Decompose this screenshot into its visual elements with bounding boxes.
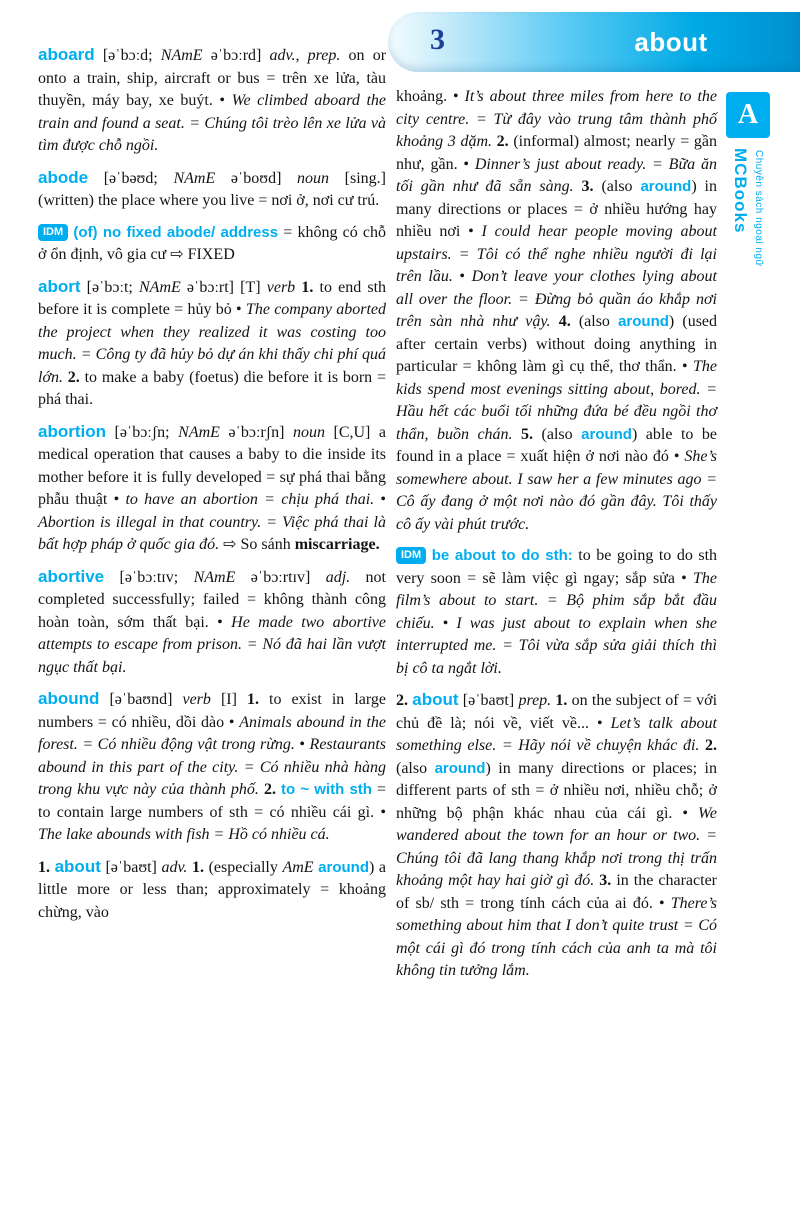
example-text: Restaurants abound in this part of the city. = Có nhiều nhà hàng trong khu vực này của thành phố. — [38, 736, 386, 798]
cross-reference: around — [434, 759, 486, 777]
page-number: 3 — [430, 23, 445, 56]
example-text: She’s somewhere about. I saw her a few minutes ago = Cô ấy đang ở một nơi nào đó gần đây. Tôi thấy cô ấy vài phút trước. — [396, 448, 717, 533]
headword: abortive — [38, 566, 105, 586]
sense-number: miscarriage. — [294, 536, 380, 553]
example-text: prep. — [518, 692, 552, 709]
idiom-be-about-to-do-sth — [396, 545, 717, 680]
sense-number: 2. — [705, 737, 718, 754]
sense-number: 1. — [247, 691, 259, 708]
example-text: The lake abounds with fish = Hồ có nhiều cá. — [38, 826, 330, 843]
sense-number: 1. — [38, 858, 55, 876]
example-text: The kids spend most evenings sitting about, bored. = Hầu hết các buổi tối những đứa bé đều ngồi thơ thẩn, buồn chán. — [396, 358, 717, 443]
sense-number: 2. — [496, 133, 509, 150]
entry-abortion — [38, 421, 386, 557]
definition-text: [əˈbaʊt] — [100, 858, 162, 876]
example-text: adv. — [161, 858, 188, 876]
headword: abort — [38, 276, 81, 296]
definition-text: əˈbɔːrʃn] — [219, 423, 293, 441]
definition-text: (also — [396, 759, 435, 777]
definition-text: [əˈbɔːt; — [80, 278, 139, 296]
example-text: adv., prep. — [269, 47, 341, 64]
publisher-brand — [730, 148, 764, 267]
definition-text: [əˈbɔːʃn; — [106, 423, 179, 441]
headword: aboard — [38, 45, 95, 64]
example-text: Don’t leave your clothes lying about all over the floor. = Đừng bỏ quần áo khắp nơi trên sàn nhà như vậy. — [396, 268, 718, 330]
example-text: Animals abound in the forest. = Có nhiều động vật trong rừng. — [38, 713, 387, 753]
example-text: NAmE — [160, 47, 203, 64]
definition-text: not completed successfully; failed = không thành công hoàn toàn, sớm thất bại. • — [38, 568, 387, 631]
definition-text: to exist in large numbers = có nhiều, dồi dào • — [38, 691, 387, 731]
definition-text — [574, 178, 582, 195]
sense-number: 3. — [581, 178, 594, 195]
definition-text: [I] — [210, 691, 247, 708]
example-text: The company aborted the project when they realized it was costing too much. = Công ty đã hủy bỏ dự án khi thấy chi phí quá lớn. — [38, 301, 387, 386]
entry-abode — [38, 167, 386, 213]
example-text: to have an abortion = chịu phá thai. — [125, 491, 375, 508]
definition-text: to end sth before it is complete = hủy bỏ • — [38, 278, 387, 318]
definition-text: khoảng. • — [396, 88, 465, 105]
definition-text: in the character of sb/ sth = trong tính cách của ai đó. • — [396, 872, 717, 912]
example-text: Dinner’s just about ready. = Bữa ăn tối gần như đã sẵn sàng. — [396, 155, 717, 195]
headword: abound — [38, 689, 100, 708]
sense-number: 5. — [521, 425, 534, 443]
definition-text: to be going to do sth very soon = sẽ làm việc gì ngay; sắp sửa • — [396, 547, 718, 587]
example-text: I was just about to explain when she interrupted me. = Tôi vừa sắp sửa giải thích thì bị cô ta ngắt lời. — [396, 614, 717, 677]
idiom-badge: IDM — [396, 547, 426, 564]
entry-abortive — [38, 566, 386, 680]
definition-text: • — [294, 736, 310, 753]
example-text: NAmE — [178, 423, 220, 441]
example-text: He made two abortive attempts to escape from prison. = Nó đã hai lần vượt ngục thất bại. — [38, 613, 387, 676]
definition-text: [əˈbaʊnd] — [99, 691, 183, 708]
idiom-no-fixed-abode — [38, 222, 386, 267]
sense-number: 4. — [558, 313, 571, 330]
definition-text: ) able to be found in a place = xuất hiện ở nơi nào đó • — [396, 425, 717, 465]
definition-text: to make a baby (foetus) die before it is born = phá thai. — [38, 368, 387, 408]
example-text: NAmE — [173, 169, 216, 187]
example-text: Abortion is illegal in that country. = Việc phá thai là bất hợp pháp ở quốc gia đó. — [38, 513, 386, 553]
cross-reference: (of) no fixed abode/ address — [73, 223, 279, 241]
definition-text: [əˈbɔːtɪv; — [104, 568, 194, 586]
example-text: adj. — [325, 568, 351, 586]
definition-text: • — [452, 268, 472, 285]
definition-text — [513, 426, 522, 443]
definition-text: ) in many directions or places; in different parts of sth = ở nhiều nơi, nhiều chỗ; ở những bộ phận khác nhau của cái gì. • — [396, 759, 717, 822]
sense-number: 3. — [599, 872, 612, 889]
definition-text: (also — [593, 178, 641, 195]
definition-text: (also — [570, 313, 619, 330]
header-guide-word: about — [634, 27, 708, 57]
alphabet-letter-tab — [726, 92, 770, 138]
definition-text: (especially — [203, 858, 283, 876]
cross-reference: around — [618, 313, 669, 330]
example-text: AmE — [282, 858, 314, 876]
example-text: verb — [182, 691, 211, 708]
sense-number: 2. — [67, 368, 80, 386]
example-text: The film’s about to start. = Bộ phim sắp bắt đầu chiếu. — [396, 569, 717, 632]
definition-text: əˈbɔːrd] — [202, 47, 270, 64]
example-text: We wandered about the town for an hour or two. = Chúng tôi đã lang thang khắp nơi trong thị trấn khoảng một hay hai giờ gì đó. — [396, 804, 717, 889]
definition-text: on the subject of = với chủ đề là; nói về, viết về... • — [396, 692, 718, 732]
entry-about-1 — [38, 856, 386, 925]
example-text: verb — [266, 278, 296, 296]
definition-text: [əˈbaʊt] — [458, 692, 519, 709]
left-column — [38, 44, 386, 933]
cross-reference: around — [581, 425, 632, 443]
definition-text: [əˈbəʊd; — [88, 169, 174, 187]
header-band — [388, 12, 800, 72]
cross-reference: around — [318, 858, 369, 876]
cross-reference: to ~ with sth — [280, 781, 372, 798]
example-text: noun — [292, 423, 325, 441]
definition-text: əˈbɔːrtɪv] — [235, 568, 326, 586]
definition-text: ) (used after certain verbs) without doing anything in particular = không làm gì cụ thể, thơ thẩn. • — [396, 313, 718, 375]
example-text: We climbed aboard the train and found a seat. = Chúng tôi trèo lên xe lửa và tìm được chỗ ngồi. — [38, 92, 386, 154]
definition-text: [sing.] (written) the place where you live = nơi ở, nơi cư trú. — [38, 169, 387, 209]
sense-number: 2. — [263, 781, 276, 798]
letter-tab-label: A — [737, 99, 759, 130]
cross-reference: around — [640, 178, 692, 195]
example-text: I could hear people moving about upstairs. = Tôi có thể nghe nhiều người đi lại trên lầu. — [396, 223, 717, 285]
entry-about-1-continued — [396, 86, 717, 536]
headword: about — [54, 856, 101, 876]
example-text: It’s about three miles from here to the city centre. = Từ đây vào trung tâm thành phố khoảng 3 dặm. — [396, 88, 717, 150]
right-column — [396, 86, 717, 992]
definition-text: • — [374, 491, 387, 508]
entry-aboard — [38, 44, 386, 158]
definition-text: əˈboʊd] — [215, 169, 298, 187]
headword: abortion — [38, 421, 106, 441]
definition-text: ) a little more or less than; approximately = khoảng chừng, vào — [38, 858, 387, 921]
entry-about-2 — [396, 689, 717, 983]
brand-name: MCBooks — [731, 148, 750, 234]
cross-reference: be about to do sth: — [431, 547, 573, 564]
headword: abode — [38, 167, 89, 187]
idiom-badge: IDM — [38, 224, 68, 241]
sense-number: 1. — [301, 278, 314, 296]
entry-abort — [38, 276, 386, 412]
definition-text: (also — [533, 425, 582, 443]
definition-text: = không có chỗ ở ổn định, vô gia cư ⇨ FIXED — [38, 223, 387, 263]
entry-abound — [38, 688, 386, 847]
definition-text: on or onto a train, ship, aircraft or bus = trên xe lửa, tàu thuyền, máy bay, xe buýt. • — [38, 47, 387, 109]
sense-number: 1. — [555, 692, 568, 709]
definition-text: [əˈbɔːd; — [94, 47, 161, 64]
definition-text — [551, 313, 559, 330]
sense-number: 2. — [396, 692, 413, 709]
definition-text: • — [434, 614, 457, 632]
definition-text: ) in many directions or places = ở nhiều hướng hay nhiều nơi • — [396, 178, 717, 240]
definition-text: = to contain large numbers of sth = có nhiều cái gì. • — [38, 781, 386, 821]
headword: about — [412, 690, 459, 709]
brand-tagline: Chuyên sách ngoại ngữ — [753, 150, 764, 267]
example-text: NAmE — [139, 278, 181, 296]
example-text: Let’s talk about something else. = Hãy nói về chuyện khác đi. — [396, 714, 718, 754]
definition-text: ⇨ So sánh — [219, 536, 295, 553]
example-text: noun — [297, 169, 330, 187]
definition-text: əˈbɔːrt] [T] — [180, 278, 267, 296]
example-text: NAmE — [193, 568, 236, 586]
definition-text: (informal) almost; nearly = gần như, gần. • — [396, 133, 717, 173]
definition-text: [C,U] a medical operation that causes a baby to die inside its mother before it is fully developed = sự phá thai bằng phẫu thuật • — [38, 423, 386, 508]
sense-number: 1. — [191, 858, 204, 876]
example-text: There’s something about him that I don’t quite trust = Có một cái gì đó trong tính cách của anh ta mà tôi không tin tưởng lắm. — [396, 894, 717, 979]
